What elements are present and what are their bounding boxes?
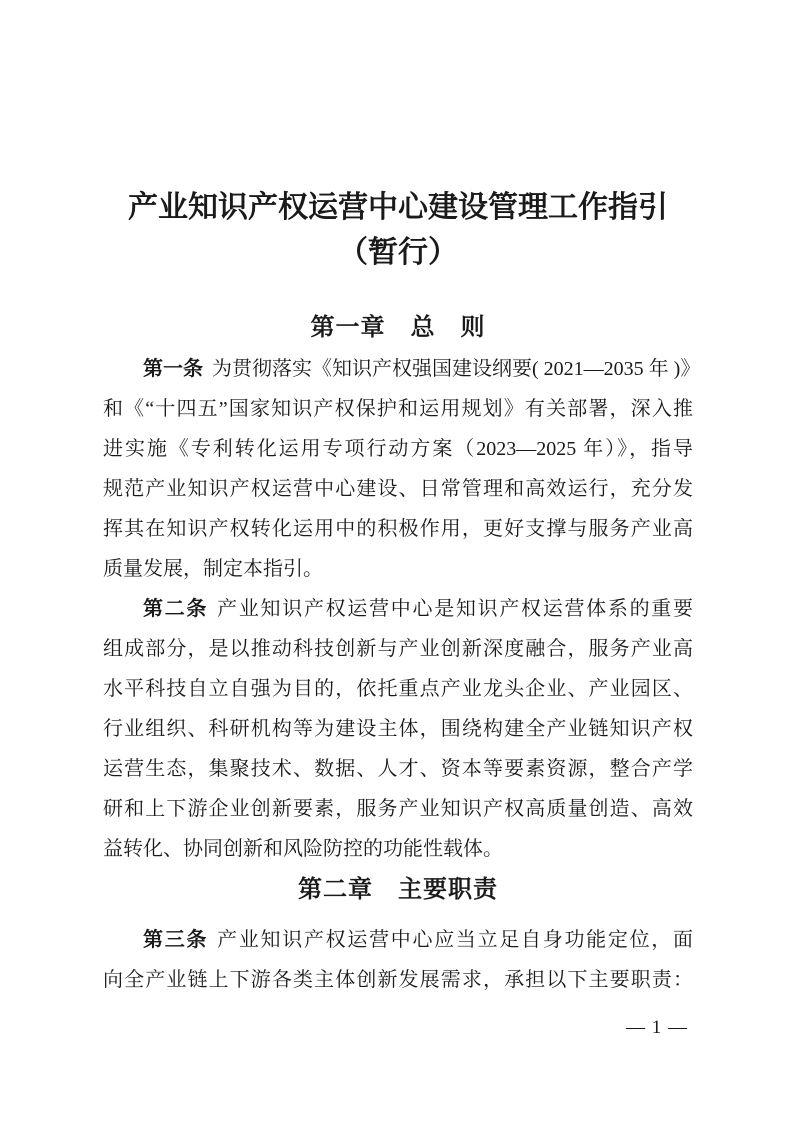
text-line <box>103 920 693 960</box>
text-line: 质量发展，制定本指引。 <box>103 558 323 580</box>
chapter-1-heading: 第一章 总 则 <box>310 314 486 341</box>
text-line: 规范产业知识产权运营中心建设、日常管理和高效运行，充分发 <box>103 478 693 500</box>
text-segment: 产业知识产权运营中心应当立足自身功能定位，面 <box>217 929 693 951</box>
text-line: 组成部分，是以推动科技创新与产业创新深度融合，服务产业高 <box>103 638 693 660</box>
text-line: 研和上下游企业创新要素，服务产业知识产权高质量创造、高效 <box>103 798 693 820</box>
article-2-number: 第二条 <box>143 598 209 620</box>
document-subtitle: （暂行） <box>338 236 458 269</box>
text-line <box>103 589 693 629</box>
text-line: 挥其在知识产权转化运用中的积极作用，更好支撑与服务产业高 <box>103 518 693 540</box>
text-line: 水平科技自立自强为目的，依托重点产业龙头企业、产业园区、 <box>103 678 693 700</box>
chapter-2-heading: 第二章 主要职责 <box>298 876 498 903</box>
text-line: 向全产业链上下游各类主体创新发展需求，承担以下主要职责： <box>103 969 693 991</box>
page-number: — 1 — <box>626 1017 688 1038</box>
document-title: 产业知识产权运营中心建设管理工作指引 <box>128 191 668 224</box>
article-1-number: 第一条 <box>143 358 203 380</box>
text-line: 进实施《专利转化运用专项行动方案（2023—2025 年）》，指导 <box>103 438 693 460</box>
text-line: 益转化、协同创新和风险防控的功能性载体。 <box>103 838 503 860</box>
text-line: 和《“十四五”国家知识产权保护和运用规划》有关部署，深入推 <box>103 398 693 420</box>
text-segment: 为贯彻落实《知识产权强国建设纲要( 2021—2035 年 )》 <box>212 358 701 380</box>
text-line <box>103 349 701 389</box>
article-1-paragraph <box>103 349 701 589</box>
text-line: 行业组织、科研机构等为建设主体，围绕构建全产业链知识产权 <box>103 718 693 740</box>
text-segment: 产业知识产权运营中心是知识产权运营体系的重要 <box>217 598 693 620</box>
article-3-paragraph <box>103 920 693 1000</box>
article-2-paragraph <box>103 589 693 869</box>
text-line: 运营生态，集聚技术、数据、人才、资本等要素资源，整合产学 <box>103 758 693 780</box>
article-3-number: 第三条 <box>143 929 209 951</box>
